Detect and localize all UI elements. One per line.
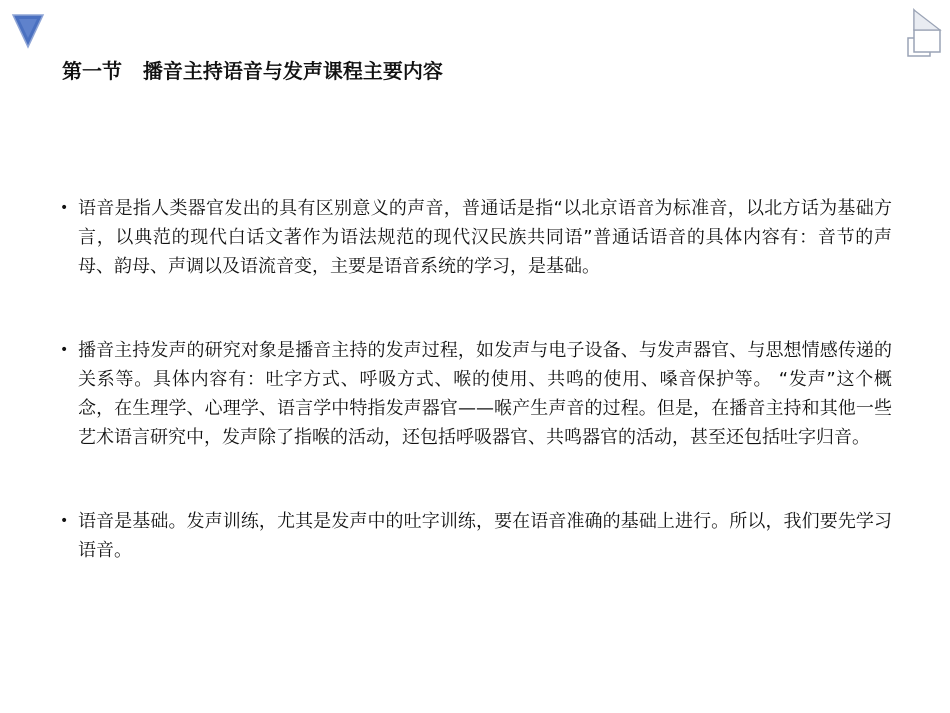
bullet-text: 播音主持发声的研究对象是播音主持的发声过程，如发声与电子设备、与发声器官、与思想情感传递的关系等。具体内容有：吐字方式、呼吸方式、喉的使用、共鸣的使用、嗓音保护等。 “发声”这个概念，在生理学、心理学、语言学中特指发声器官——喉产生声音的过程。但是，在播音主持和其他一些艺术语言研究中，发声除了指喉的活动，还包括呼吸器官、共鸣器官的活动，甚至还包括吐字归音。: [78, 340, 892, 448]
bullet-icon: •: [60, 513, 69, 529]
page-title: 第一节 播音主持语音与发声课程主要内容: [62, 59, 443, 83]
page-icon: [900, 8, 944, 58]
bullet-list: [60, 194, 892, 565]
bullet-icon: •: [60, 342, 69, 358]
list-item: [60, 336, 892, 452]
bullet-text: 语音是指人类器官发出的具有区别意义的声音，普通话是指“以北京语音为标准音，以北方话为基础方言，以典范的现代白话文著作为语法规范的现代汉民族共同语”普通话语音的具体内容有：音节的声母、韵母、声调以及语流音变，主要是语音系统的学习，是基础。: [78, 198, 892, 277]
down-triangle-icon: [10, 12, 46, 50]
bullet-text: 语音是基础。发声训练，尤其是发声中的吐字训练，要在语音准确的基础上进行。所以，我们要先学习语音。: [78, 511, 892, 561]
list-item: [60, 507, 892, 565]
list-item: [60, 194, 892, 281]
bullet-icon: •: [60, 200, 69, 216]
